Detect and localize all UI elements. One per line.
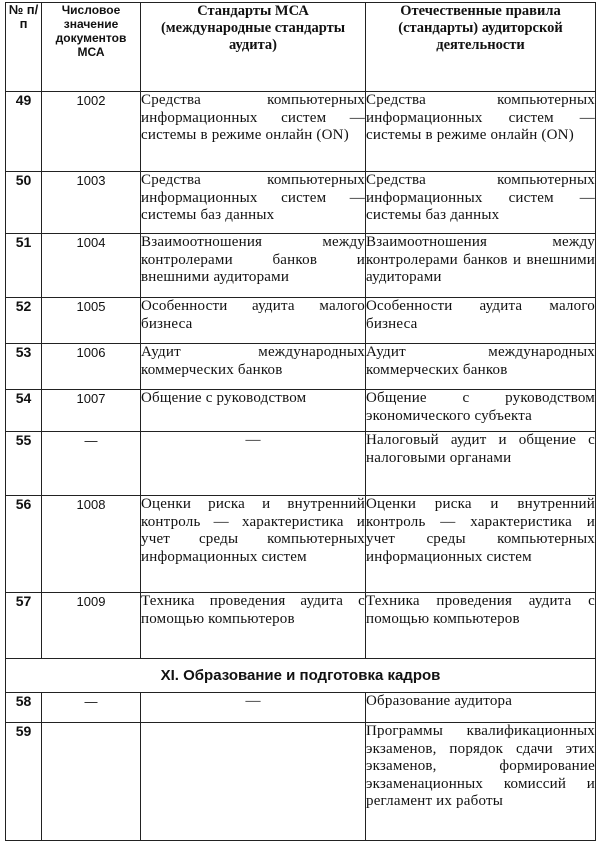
row-national: Средства компьютерных информационных систем — системы в режиме онлайн (ON) [366,92,596,172]
row-national: Оценки риска и внутренний контроль — характеристика и учет среды компьютерных информационных систем [366,496,596,593]
row-code: 1007 [42,390,141,432]
table-row [6,390,596,432]
standards-table [5,2,596,841]
row-national: Техника проведения аудита с помощью компьютеров [366,593,596,659]
row-national: Средства компьютерных информационных систем — системы баз данных [366,172,596,234]
row-national: Особенности аудита малого бизнеса [366,298,596,344]
table-row [6,496,596,593]
header-msa: Стандарты МСА (международные стандарты аудита) [141,3,366,92]
row-num: 50 [6,172,42,234]
row-msa: Взаимоотношения между контролерами банков и внешними аудиторами [141,234,366,298]
row-code: — [42,432,141,496]
header-code: Числовое значение документов МСА [42,3,141,92]
row-code: 1003 [42,172,141,234]
row-msa: Средства компьютерных информационных систем — системы баз данных [141,172,366,234]
row-national: Образование аудитора [366,693,596,723]
section-row [6,659,596,693]
row-national: Программы квалификационных экзаменов, порядок сдачи этих экзаменов, формирование экзаменационных комиссий и регламент их работы [366,723,596,841]
row-code: 1002 [42,92,141,172]
row-num: 58 [6,693,42,723]
header-row [6,3,596,92]
row-num: 59 [6,723,42,841]
row-num: 56 [6,496,42,593]
row-num: 57 [6,593,42,659]
row-code [42,723,141,841]
row-code: 1004 [42,234,141,298]
row-msa: Аудит международных коммерческих банков [141,344,366,390]
row-msa: Особенности аудита малого бизнеса [141,298,366,344]
row-num: 55 [6,432,42,496]
row-national: Общение с руководством экономического субъекта [366,390,596,432]
row-national: Налоговый аудит и общение с налоговыми органами [366,432,596,496]
table-row [6,593,596,659]
row-num: 54 [6,390,42,432]
row-msa [141,723,366,841]
table-row [6,92,596,172]
row-msa: Общение с руководством [141,390,366,432]
table-row [6,298,596,344]
row-code: 1009 [42,593,141,659]
row-code: 1008 [42,496,141,593]
section-title: XI. Образование и подготовка кадров [6,659,596,693]
table-row [6,234,596,298]
table-row [6,344,596,390]
table-row [6,432,596,496]
header-national: Отечественные правила (стандарты) аудиторской деятельности [366,3,596,92]
row-msa: Техника проведения аудита с помощью компьютеров [141,593,366,659]
header-num: № п/п [6,3,42,92]
table-row [6,172,596,234]
row-num: 52 [6,298,42,344]
row-code: — [42,693,141,723]
row-code: 1006 [42,344,141,390]
table-row [6,693,596,723]
row-msa: Средства компьютерных информационных систем — системы в режиме онлайн (ON) [141,92,366,172]
row-msa: — [141,693,366,723]
row-national: Аудит международных коммерческих банков [366,344,596,390]
row-code: 1005 [42,298,141,344]
row-national: Взаимоотношения между контролерами банков и внешними аудиторами [366,234,596,298]
row-num: 51 [6,234,42,298]
row-num: 49 [6,92,42,172]
table-row [6,723,596,841]
row-msa: — [141,432,366,496]
row-num: 53 [6,344,42,390]
row-msa: Оценки риска и внутренний контроль — характеристика и учет среды компьютерных информационных систем [141,496,366,593]
